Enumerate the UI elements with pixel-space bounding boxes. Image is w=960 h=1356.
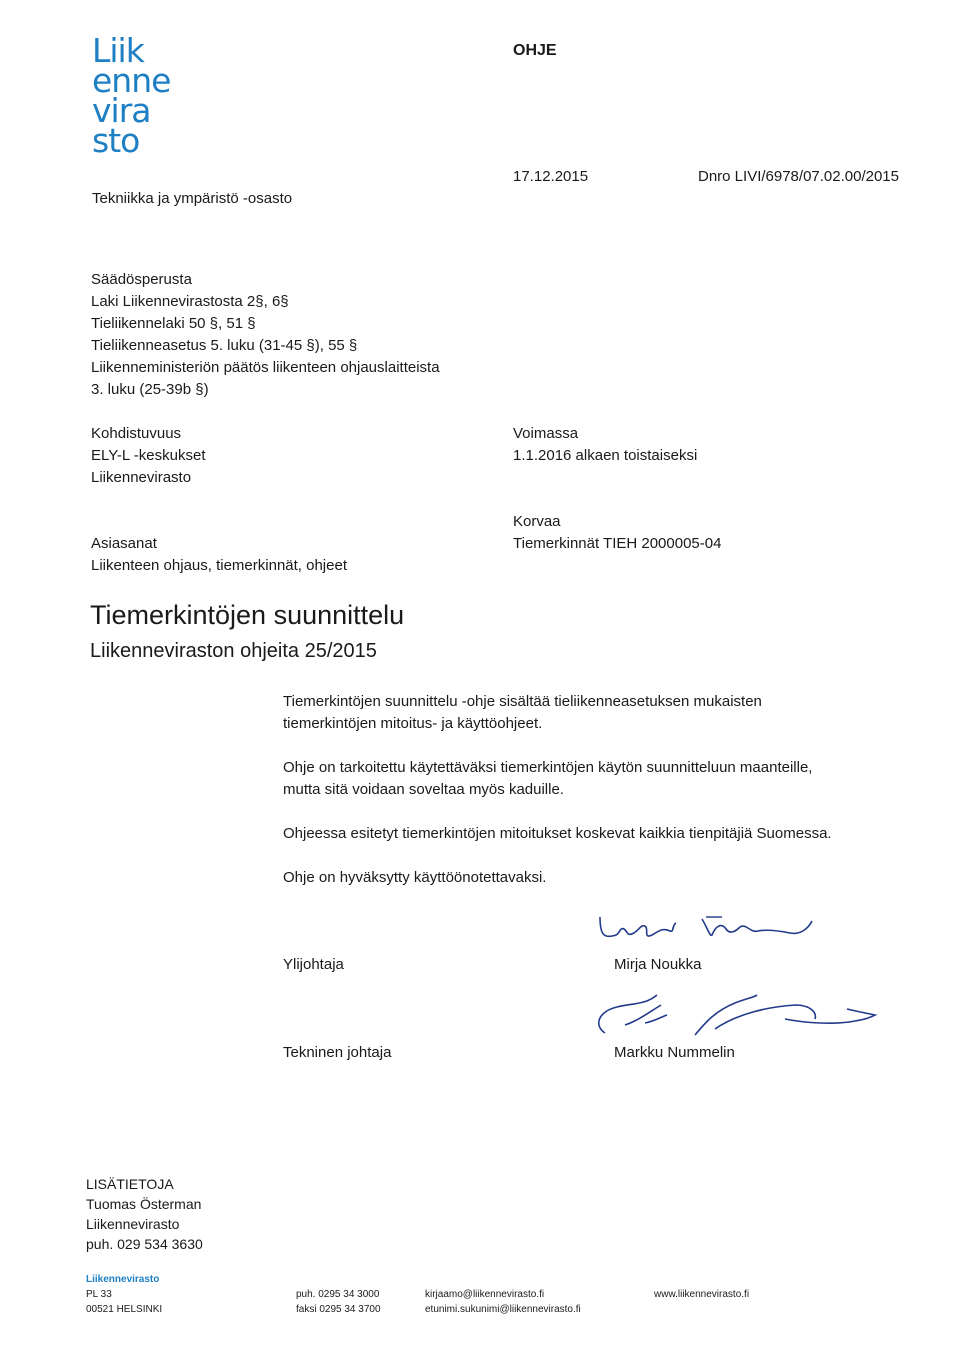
footer-emails [425,1287,581,1317]
footer-phone: puh. 0295 34 3000 [296,1289,380,1300]
footer-web-link[interactable]: www.liikennevirasto.fi [654,1289,750,1300]
footer-address-line: PL 33 [86,1289,112,1300]
agency-logo [92,31,202,160]
validity-value: 1.1.2016 alkaen toistaiseksi [513,447,698,464]
keywords-block [91,533,347,577]
contact-line: puh. 029 534 3630 [86,1236,203,1252]
paragraph [283,867,546,889]
paragraph [283,757,812,801]
signature-mirja-noukka [590,905,830,955]
role-technical-director: Tekninen johtaja [283,1044,392,1061]
document-type: OHJE [513,42,557,59]
basis-line: Tieliikenneasetus 5. luku (31-45 §), 55 § [91,337,358,354]
paragraph-line: Ohje on tarkoitettu käytettäväksi tiemerkintöjen käytön suunnitteluun maanteille, [283,759,813,776]
footer-org: Liikennevirasto [86,1274,160,1285]
document-number: Dnro LIVI/6978/07.02.00/2015 [698,168,899,185]
validity-block [513,423,697,467]
logo-line: Liik [92,31,144,70]
paragraph-line: Ohje on hyväksytty käyttöönotettavaksi. [283,869,547,886]
paragraph [283,823,832,845]
paragraph-line: Tiemerkintöjen suunnittelu -ohje sisältää tieliikenneasetuksen mukaisten [283,693,762,710]
department-name: Tekniikka ja ympäristö -osasto [92,190,293,207]
role-director-general: Ylijohtaja [283,956,344,973]
signature-markku-nummelin [585,985,885,1045]
basis-line: Laki Liikennevirastosta 2§, 6§ [91,293,289,310]
document-title: Tiemerkintöjen suunnittelu [90,600,405,630]
basis-heading: Säädösperusta [91,271,192,288]
basis-line: 3. luku (25-39b §) [91,381,209,398]
replaces-heading: Korvaa [513,513,561,530]
footer-address-line: 00521 HELSINKI [86,1304,163,1315]
replaces-block [513,511,721,555]
paragraph-line: mutta sitä voidaan soveltaa myös kaduille. [283,781,564,798]
scope-line: Liikennevirasto [91,469,192,486]
document-subtitle: Liikenneviraston ohjeita 25/2015 [90,640,377,662]
signer-name: Mirja Noukka [614,956,702,973]
footer-email[interactable]: etunimi.sukunimi@liikennevirasto.fi [425,1304,581,1315]
logo-line: sto [92,121,140,160]
logo-line: enne [92,61,171,100]
scope-heading: Kohdistuvuus [91,425,182,442]
footer-address [86,1272,162,1317]
contact-info [86,1174,203,1254]
paragraph [283,691,762,735]
replaces-value: Tiemerkinnät TIEH 2000005-04 [513,535,722,552]
contact-heading: LISÄTIETOJA [86,1176,174,1192]
validity-heading: Voimassa [513,425,579,442]
keywords-heading: Asiasanat [91,535,157,552]
footer-email[interactable]: kirjaamo@liikennevirasto.fi [425,1289,545,1300]
scope-block [91,423,206,489]
logo-line: vira [92,91,151,130]
signer-name: Markku Nummelin [614,1044,735,1061]
keywords-value: Liikenteen ohjaus, tiemerkinnät, ohjeet [91,557,347,574]
paragraph-line: tiemerkintöjen mitoitus- ja käyttöohjeet. [283,715,543,732]
contact-line: Tuomas Österman [86,1196,202,1212]
basis-line: Tieliikennelaki 50 §, 51 § [91,315,256,332]
document-date: 17.12.2015 [513,168,589,185]
legal-basis [91,269,440,401]
contact-line: Liikennevirasto [86,1216,180,1232]
basis-line: Liikenneministeriön päätös liikenteen ohjauslaitteista [91,359,440,376]
scope-line: ELY-L -keskukset [91,447,206,464]
footer-fax: faksi 0295 34 3700 [296,1304,381,1315]
paragraph-line: Ohjeessa esitetyt tiemerkintöjen mitoitukset koskevat kaikkia tienpitäjiä Suomessa. [283,825,832,842]
footer-phones [296,1287,381,1317]
